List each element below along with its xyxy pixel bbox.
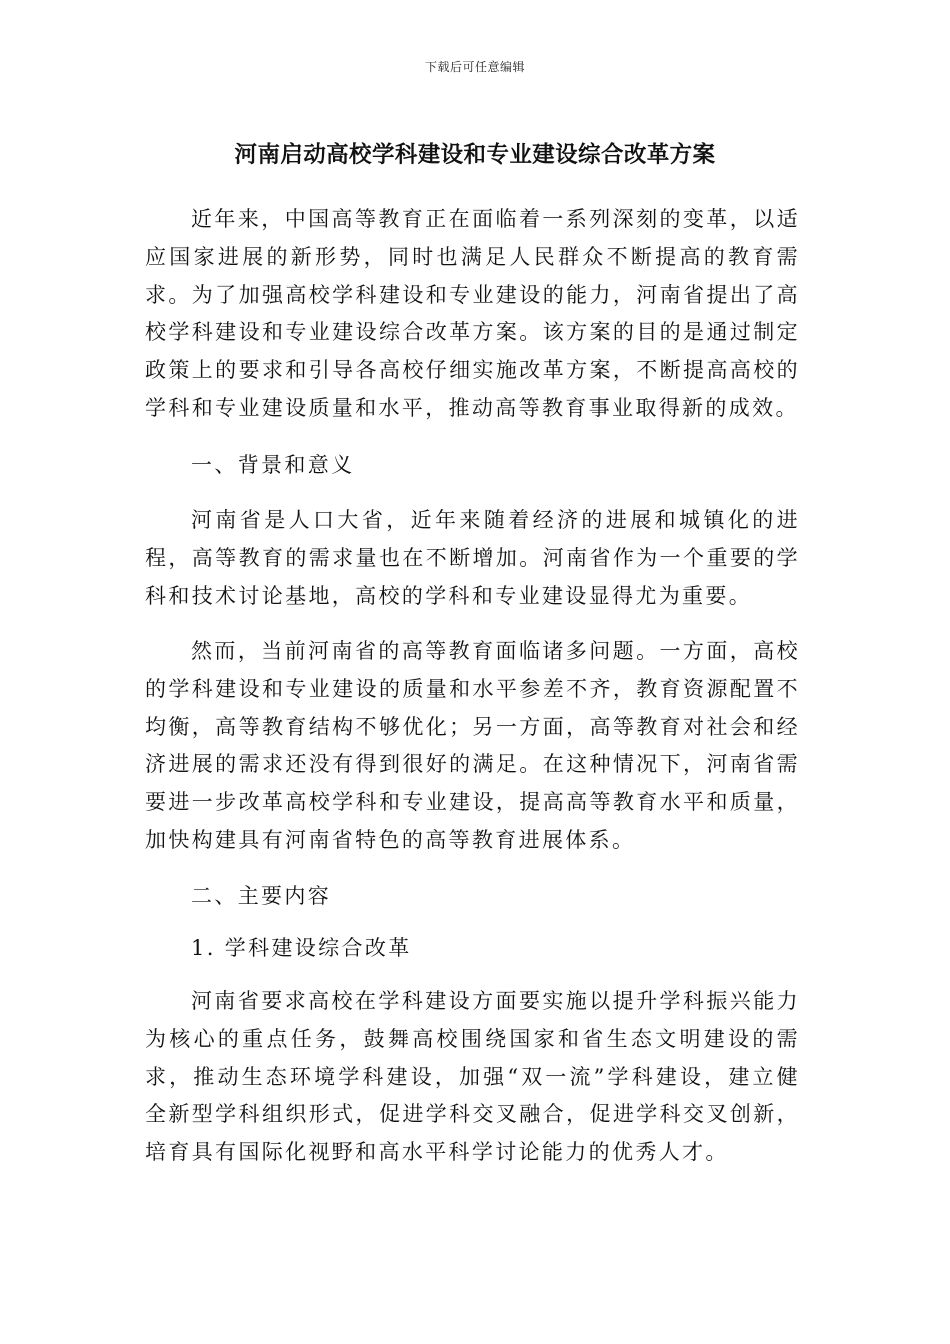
page-title: 河南启动高校学科建设和专业建设综合改革方案 [234,142,716,168]
header-note: 下载后可任意编辑 [424,60,525,74]
paragraph-discipline-reform: 河南省要求高校在学科建设方面要实施以提升学科振兴能力为核心的重点任务，鼓舞高校围绕国家和省生态文明建设的需求，推动生态环境学科建设，加强“双一流”学科建设，建立健全新型学科组织形式，促进学科交叉融合，促进学科交叉创新，培育具有国际化视野和高水平科学讨论能力的优秀人才。 [145,989,800,1165]
subsection-heading-discipline-reform: 1. 学科建设综合改革 [191,936,412,960]
paragraph-background-2: 然而，当前河南省的高等教育面临诸多问题。一方面，高校的学科建设和专业建设的质量和水平参差不齐，教育资源配置不均衡，高等教育结构不够优化；另一方面，高等教育对社会和经济进展的需求还没有得到很好的满足。在这种情况下，河南省需要进一步改革高校学科和专业建设，提高高等教育水平和质量，加快构建具有河南省特色的高等教育进展体系。 [145,639,800,852]
section-heading-main-content: 二、主要内容 [191,884,332,908]
paragraph-background-1: 河南省是人口大省，近年来随着经济的进展和城镇化的进程，高等教育的需求量也在不断增加。河南省作为一个重要的学科和技术讨论基地，高校的学科和专业建设显得尤为重要。 [145,508,800,608]
section-heading-background: 一、背景和意义 [191,453,355,477]
paragraph-intro: 近年来，中国高等教育正在面临着一系列深刻的变革，以适应国家进展的新形势，同时也满足人民群众不断提高的教育需求。为了加强高校学科建设和专业建设的能力，河南省提出了高校学科建设和专业建设综合改革方案。该方案的目的是通过制定政策上的要求和引导各高校仔细实施改革方案，不断提高高校的学科和专业建设质量和水平，推动高等教育事业取得新的成效。 [145,207,800,420]
